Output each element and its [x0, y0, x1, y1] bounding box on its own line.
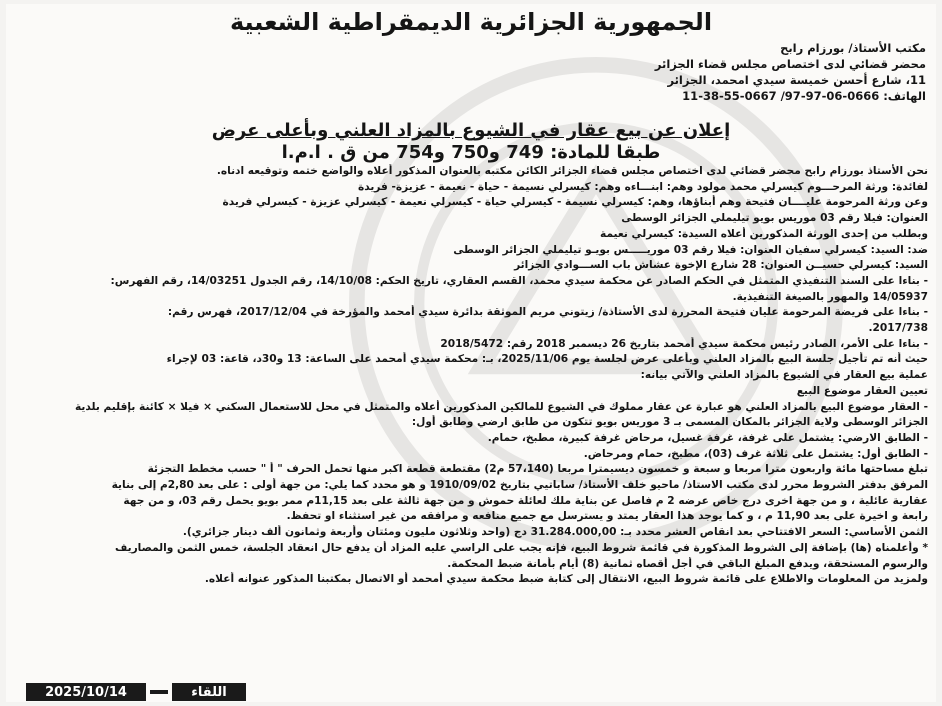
- body-line: الثمن الأساسي: السعر الافتتاحي بعد انقاص العشر محدد بـ: 31.284.000,00 دج (واحد وثلاثون مليون ومئتان وأربعة وثمانون ألف دينار جزائري).: [182, 526, 928, 539]
- bailiff-office-block: [226, 40, 926, 104]
- body-line: - الطابق أول: يشتمل على ثلاثة غرف (03)، مطبخ، حمام ومرحاض.: [583, 447, 928, 460]
- body-line: وعن ورثة المرحومة عليــــان فتيحة وهم أبناؤها، وهم: كيسرلي نسيمة - كيسرلي حياة - كيسرلي نعيمة - كيسرلي عزيزة - كيسرلي فريدة: [222, 196, 928, 209]
- newspaper-name: اللقاء: [172, 683, 246, 701]
- body-line: 2017/738.: [868, 322, 928, 335]
- body-line: - العقار موضوع البيع بالمزاد العلني هو عبارة عن عقار مملوك في الشيوع للمالكين المذكورين أعلاه والمتمثل في محل للاستعمال السكني × فيلا × كائنة بإقليم بلدية: [74, 400, 928, 413]
- announcement-body: [14, 164, 928, 588]
- republic-heading: الجمهورية الجزائرية الديمقراطية الشعبية: [229, 8, 713, 36]
- body-line: عملية بيع العقار في الشيوع بالمزاد العلني والآتي بيانه:: [640, 369, 928, 382]
- office-line: محضر قضائي لدى اختصاص مجلس قضاء الجزائر: [654, 57, 926, 71]
- body-line: - الطابق الارضي: يشتمل على غرفة، غرفة غسيل، مرحاض غرفة كبيرة، مطبخ، حمام.: [487, 431, 928, 444]
- body-line: حيث أنه تم تأجيل جلسة البيع بالمزاد العلني وبأعلى عرض لجلسة يوم 2025/11/06، بـ: محكمة سيدي أمحمد على الساعة: 13 و30د، قاعة: 03 لإجراء: [166, 353, 928, 366]
- body-line: وبطلب من إحدى الورثة المذكورين أعلاه السيدة: كيسرلي نعيمة: [600, 227, 928, 240]
- body-line: الجزائر الوسطى ولاية الجزائر بالمكان المسمى بـ 3 موريس بويو تتكون من طابق ارضي وطابق أول:: [411, 416, 928, 429]
- office-line: مكتب الأستاذ/ بورزام رابح: [780, 41, 926, 55]
- body-line: والرسوم المستحقة، ويدفع المبلغ الباقي في أجل أقصاه ثمانية (8) أيام بأمانة ضبط المحكمة.: [447, 557, 928, 570]
- body-line: تبلغ مساحتها مائة واربعون مترا مربعا و سبعة و خمسون ديسيمترا مربعا (57،140 م2) مقتطعة قطعة اكبر منها تحمل الحرف " أ " حسب مخطط التجزئة: [147, 463, 928, 476]
- publication-footer: [26, 682, 246, 702]
- announcement-headline: [6, 120, 936, 164]
- body-line: عقارية عائلية ، و من جهة اخرى درج خاص عرضه 2 م فاصل عن بناية ملك لعائلة حموش و من جهة ثالثة على بعد 11,15م ممر بويو يحمل رقم 03، و من جهة: [123, 494, 928, 507]
- body-line: ولمزيد من المعلومات والاطلاع على قائمة شروط البيع، الانتقال إلى كتابة ضبط محكمة سيدي أمحمد أو الاتصال بمكتبنا المذكور عنوانه أعلاه.: [204, 573, 928, 586]
- office-phone: الهاتف: 0666-06-97-97/ 0667-55-38-11: [682, 89, 926, 103]
- body-line: نحن الأستاذ بورزام رابح محضر قضائي لدى اختصاص مجلس قضاء الجزائر الكائن مكتبه بالعنوان المذكور أعلاه والواضع ختمه وتوقيعه ادناه.: [216, 165, 928, 177]
- body-line: المرفق بدفتر الشروط محرر لدى مكتب الاستاذ/ ماحيو خلف الأستاذ/ ساباتيي بتاريخ 1910/09/02 و هو محدد كما يلي: من جهة أولى : على بعد 2,80م إلى بناية: [111, 479, 928, 492]
- body-line: السيد: كيسرلي حسيــن العنوان: 28 شارع الإخوة عشاش باب الســـوادي الجزائر: [514, 259, 928, 272]
- office-line: 11، شارع أحسن خميسة سيدي امحمد، الجزائر: [667, 73, 926, 87]
- body-line: * وأعلمناه (ها) بإضافة إلى الشروط المذكورة في قائمة شروط البيع، فإنه يجب على الراسي عليه المزاد أن يدفع حال انعقاد الجلسة، خمس الثمن والمصاريف: [114, 541, 928, 554]
- body-line: - بناءا على السند التنفيذي المتمثل في الحكم الصادر عن محكمة سيدي محمد، القسم العقاري، تاريخ الحكم: 14/10/08، رقم الجدول 14/03251، رقم الفهرس:: [110, 274, 928, 287]
- body-line: - بناءا على فريضة المرحومة عليان فتيحة المحررة لدى الأستاذة/ زيتوني مريم الموثقة بدائرة سيدي أمحمد والمؤرخة في 2017/12/04، فهرس رقم:: [167, 306, 928, 319]
- body-line: العنوان: فيلا رقم 03 موريس بويو تيليملي الجزائر الوسطى: [621, 212, 928, 225]
- body-line: تعيين العقار موضوع البيع: [796, 384, 928, 397]
- body-line: ضد: السيد: كيسرلي سفيان العنوان: فيلا رقم 03 موريـــــس بويـو تيليملي الجزائر الوسطى: [453, 243, 928, 256]
- announcement-subtitle: طبقا للمادة: 749 و750 و754 من ق . ا.م.ا: [281, 142, 661, 163]
- body-line: 14/05937 والمهور بالصيغة التنفيذية.: [732, 290, 928, 303]
- body-line: - بناءا على الأمر، الصادر رئيس محكمة سيدي أمحمد بتاريخ 26 ديسمبر 2018 رقم: 2018/5472: [440, 337, 928, 350]
- body-line: لفائدة: ورثة المرحـــوم كيسرلي محمد مولود وهم: ابنـــاءه وهم: كيسرلي نسيمة - حياة - نعيمة - عزيزة- فريدة: [357, 180, 928, 193]
- body-line: رابعة و اخيرة على بعد 11,90 م ، و كما يوجد هذا العقار يمتد و يسترسل مع جميع منافعه و مرافقه من غير استثناء او تحفظ.: [286, 510, 928, 523]
- announcement-title: إعلان عن بيع عقار في الشيوع بالمزاد العلني وبأعلى عرض: [211, 120, 731, 141]
- footer-divider: [150, 690, 168, 694]
- newspaper-clipping: [6, 4, 936, 702]
- publication-date: 2025/10/14: [26, 683, 146, 701]
